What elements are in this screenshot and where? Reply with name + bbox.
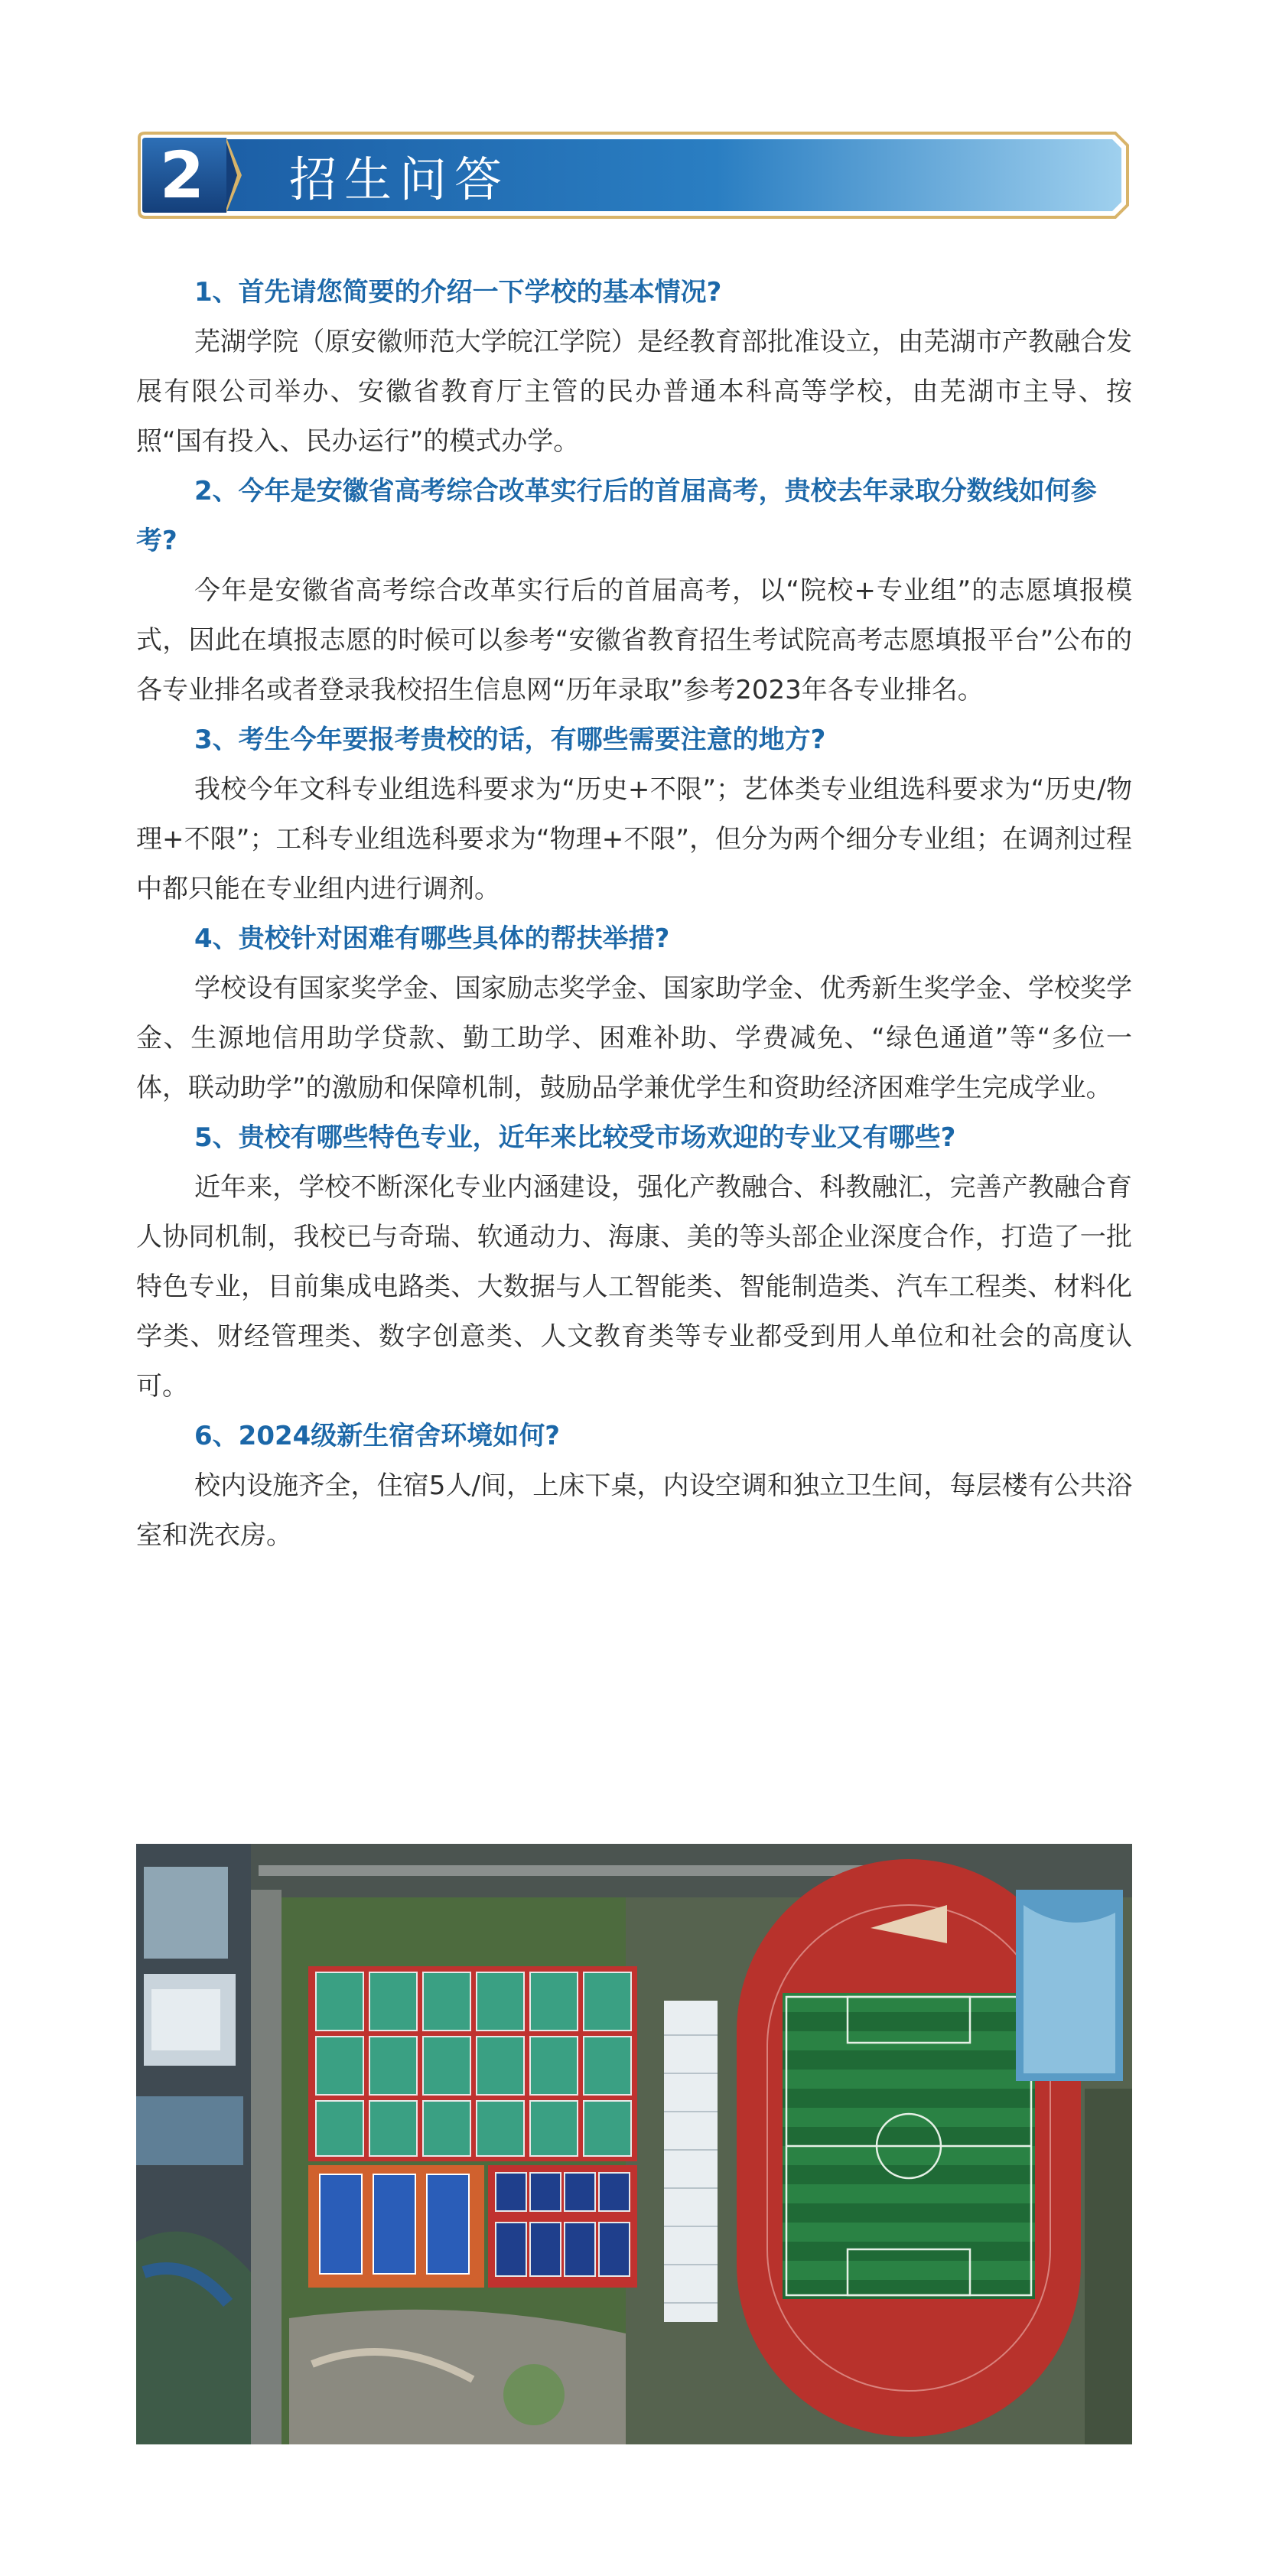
answer-2: 今年是安徽省高考综合改革实行后的首届高考，以“院校+专业组”的志愿填报模式，因此在填报志愿的时候可以参考“安徽省教育招生考试院高考志愿填报平台”公布的各专业排名或者登录我校招生信息网“历年录取”参考2023年各专业排名。 [136,575,1132,705]
answer-3: 我校今年文科专业组选科要求为“历史+不限”；艺体类专业组选科要求为“历史/物理+不限”；工科专业组选科要求为“物理+不限”，但分为两个细分专业组；在调剂过程中都只能在专业组内进行调剂。 [136,774,1132,904]
answer-1: 芜湖学院（原安徽师范大学皖江学院）是经教育部批准设立，由芜湖市产教融合发展有限公司举办、安徽省教育厅主管的民办普通本科高等学校，由芜湖市主导、按照“国有投入、民办运行”的模式办学。 [136,327,1132,457]
answer-4: 学校设有国家奖学金、国家励志奖学金、国家助学金、优秀新生奖学金、学校奖学金、生源地信用助学贷款、勤工助学、困难补助、学费减免、“绿色通道”等“多位一体，联动助学”的激励和保障机制，鼓励品学兼优学生和资助经济困难学生完成学业。 [136,973,1132,1103]
campus-aerial-sports-field-image [136,1844,1132,2444]
question-2: 2、今年是安徽省高考综合改革实行后的首届高考，贵校去年录取分数线如何参考? [136,476,1097,556]
section-number: 2 [159,138,205,213]
section-title: 招生问答 [289,151,510,207]
answer-6: 校内设施齐全，住宿5人/间，上床下桌，内设空调和独立卫生间，每层楼有公共浴室和洗衣房。 [136,1470,1132,1551]
qa-list [136,268,1132,1561]
answer-5: 近年来，学校不断深化专业内涵建设，强化产教融合、科教融汇，完善产教融合育人协同机制，我校已与奇瑞、软通动力、海康、美的等头部企业深度合作，打造了一批特色专业，目前集成电路类、大数据与人工智能类、智能制造类、汽车工程类、材料化学类、财经管理类、数字创意类、人文教育类等专业都受到用人单位和社会的高度认可。 [136,1172,1132,1402]
question-3: 3、考生今年要报考贵校的话，有哪些需要注意的地方? [194,725,826,755]
campus-aerial-photo [136,1844,1132,2444]
section-header-background [136,130,1131,220]
question-1: 1、首先请您简要的介绍一下学校的基本情况? [194,277,722,308]
question-4: 4、贵校针对困难有哪些具体的帮扶举措? [194,923,670,954]
section-header [136,130,1131,220]
question-5: 5、贵校有哪些特色专业，近年来比较受市场欢迎的专业又有哪些? [194,1122,956,1153]
question-6: 6、2024级新生宿舍环境如何? [194,1421,561,1451]
